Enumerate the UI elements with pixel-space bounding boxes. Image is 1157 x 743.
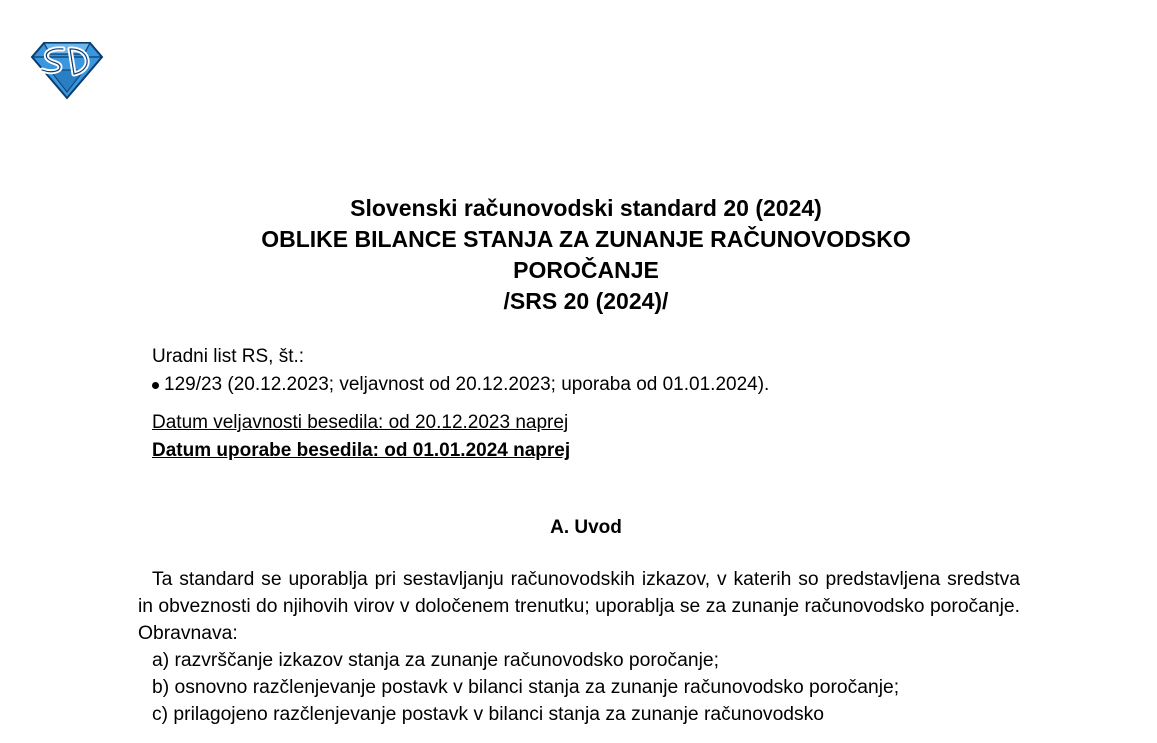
title-line-code: /SRS 20 (2024)/: [503, 288, 669, 314]
bullet-icon: [152, 382, 159, 389]
list-item-a: a) razvrščanje izkazov stanja za zunanje računovodsko poročanje;: [152, 650, 719, 671]
title-line-subject: OBLIKE BILANCE STANJA ZA ZUNANJE RAČUNOVODSKO: [261, 226, 911, 252]
document-title: [0, 193, 1157, 317]
logo-graphic: [30, 40, 104, 100]
text-dates: [152, 409, 570, 465]
gazette-entry: [152, 371, 769, 399]
title-line-standard: Slovenski računovodski standard 20 (2024): [350, 195, 822, 221]
section-body: [138, 566, 1020, 728]
sd-diamond-logo-icon: [30, 40, 104, 100]
gazette-reference: [152, 343, 769, 399]
validity-date: Datum veljavnosti besedila: od 20.12.2023 naprej: [152, 412, 569, 433]
list-item-b: b) osnovno razčlenjevanje postavk v bilanci stanja za zunanje računovodsko poročanje;: [152, 677, 900, 698]
application-date: Datum uporabe besedila: od 01.01.2024 naprej: [152, 440, 571, 461]
section-heading: A. Uvod: [550, 517, 622, 538]
list-item-c: c) prilagojeno razčlenjevanje postavk v bilanci stanja za zunanje računovodsko: [152, 704, 825, 725]
title-line-subject-cont: POROČANJE: [513, 257, 659, 283]
gazette-label: Uradni list RS, št.:: [152, 346, 305, 367]
intro-paragraph: Ta standard se uporablja pri sestavljanju računovodskih izkazov, v katerih so predstavljena sredstva in obveznosti do njihovih virov v določenem trenutku; uporablja se za zunanje računovodsko poročanje. Obravnava:: [138, 569, 1020, 644]
gazette-entry-text: 129/23 (20.12.2023; veljavnost od 20.12.2023; uporaba od 01.01.2024).: [164, 374, 770, 395]
